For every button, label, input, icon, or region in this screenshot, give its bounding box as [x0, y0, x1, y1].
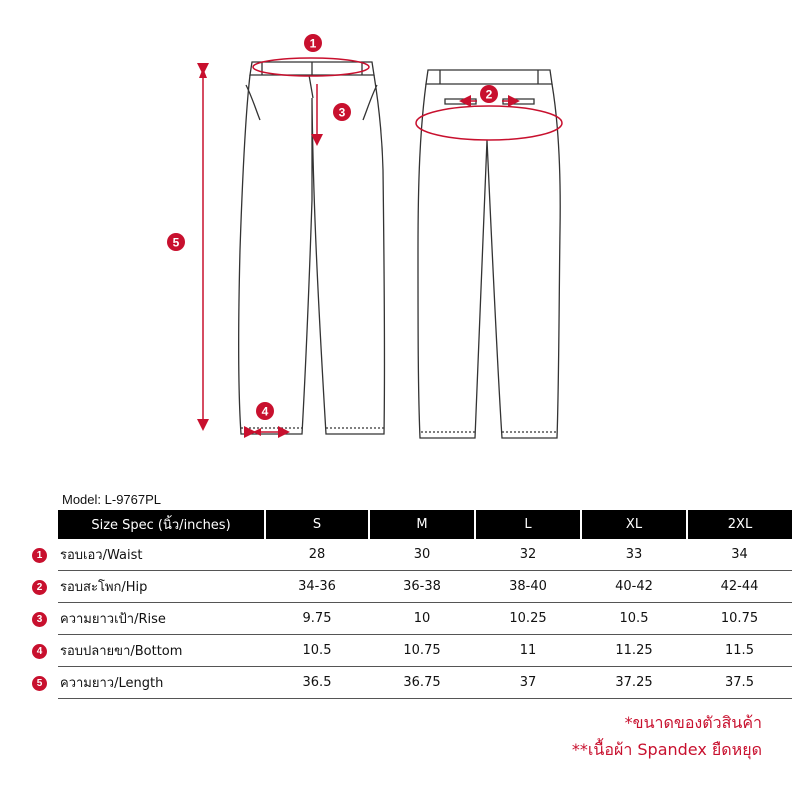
header-label: Size Spec (นิ้ว/inches)	[58, 510, 265, 539]
cell-value: 10.75	[687, 603, 792, 635]
header-size-xl: XL	[581, 510, 687, 539]
cell-value: 42-44	[687, 571, 792, 603]
table-row	[32, 571, 792, 603]
cell-value: 10	[369, 603, 475, 635]
table-row	[32, 539, 792, 571]
cell-value: 10.5	[581, 603, 687, 635]
cell-value: 32	[475, 539, 581, 571]
cell-value: 11	[475, 635, 581, 667]
row-index	[32, 635, 58, 667]
cell-value: 10.75	[369, 635, 475, 667]
header-size-m: M	[369, 510, 475, 539]
row-index	[32, 539, 58, 571]
cell-value: 28	[265, 539, 369, 571]
row-label: รอบสะโพก/Hip	[58, 571, 265, 603]
cell-value: 9.75	[265, 603, 369, 635]
cell-value: 36.75	[369, 667, 475, 699]
header-size-l: L	[475, 510, 581, 539]
marker-badge-2	[480, 85, 498, 103]
note-product-size: *ขนาดของตัวสินค้า	[624, 713, 762, 732]
cell-value: 36.5	[265, 667, 369, 699]
marker-badge-5	[167, 233, 185, 251]
cell-value: 38-40	[475, 571, 581, 603]
row-marker-badge: 1	[32, 548, 47, 563]
header-corner	[32, 510, 58, 539]
svg-text:3: 3	[338, 105, 346, 120]
svg-text:5: 5	[172, 235, 180, 250]
table-row	[32, 667, 792, 699]
cell-value: 37	[475, 667, 581, 699]
pants-front-view	[239, 62, 385, 434]
marker-badge-1	[304, 34, 322, 52]
cell-value: 34-36	[265, 571, 369, 603]
note-spandex-fabric: **เนื้อผ้า Spandex ยืดหยุด	[571, 740, 762, 759]
cell-value: 30	[369, 539, 475, 571]
row-marker-badge: 4	[32, 644, 47, 659]
svg-text:4: 4	[261, 404, 269, 419]
row-label: ความยาว/Length	[58, 667, 265, 699]
cell-value: 34	[687, 539, 792, 571]
svg-text:1: 1	[309, 36, 317, 51]
marker-badge-3	[333, 103, 351, 121]
cell-value: 37.5	[687, 667, 792, 699]
measurement-annotations	[203, 58, 562, 432]
cell-value: 33	[581, 539, 687, 571]
table-row	[32, 603, 792, 635]
cell-value: 37.25	[581, 667, 687, 699]
hip-measure-ellipse	[416, 106, 562, 140]
cell-value: 11.5	[687, 635, 792, 667]
table-header-row	[32, 510, 792, 539]
header-size-2xl: 2XL	[687, 510, 792, 539]
model-label: Model: L-9767PL	[62, 492, 162, 507]
row-index	[32, 571, 58, 603]
row-marker-badge: 2	[32, 580, 47, 595]
cell-value: 10.25	[475, 603, 581, 635]
row-marker-badge: 5	[32, 676, 47, 691]
cell-value: 10.5	[265, 635, 369, 667]
size-spec-table	[32, 510, 792, 699]
row-index	[32, 667, 58, 699]
row-label: รอบเอว/Waist	[58, 539, 265, 571]
row-marker-badge: 3	[32, 612, 47, 627]
cell-value: 11.25	[581, 635, 687, 667]
waist-measure-ellipse	[253, 58, 369, 76]
cell-value: 40-42	[581, 571, 687, 603]
cell-value: 36-38	[369, 571, 475, 603]
header-size-s: S	[265, 510, 369, 539]
marker-badge-4	[256, 402, 274, 420]
pants-back-view	[418, 70, 560, 438]
row-label: รอบปลายขา/Bottom	[58, 635, 265, 667]
svg-text:2: 2	[485, 87, 493, 102]
row-label: ความยาวเป้า/Rise	[58, 603, 265, 635]
row-index	[32, 603, 58, 635]
table-row	[32, 635, 792, 667]
